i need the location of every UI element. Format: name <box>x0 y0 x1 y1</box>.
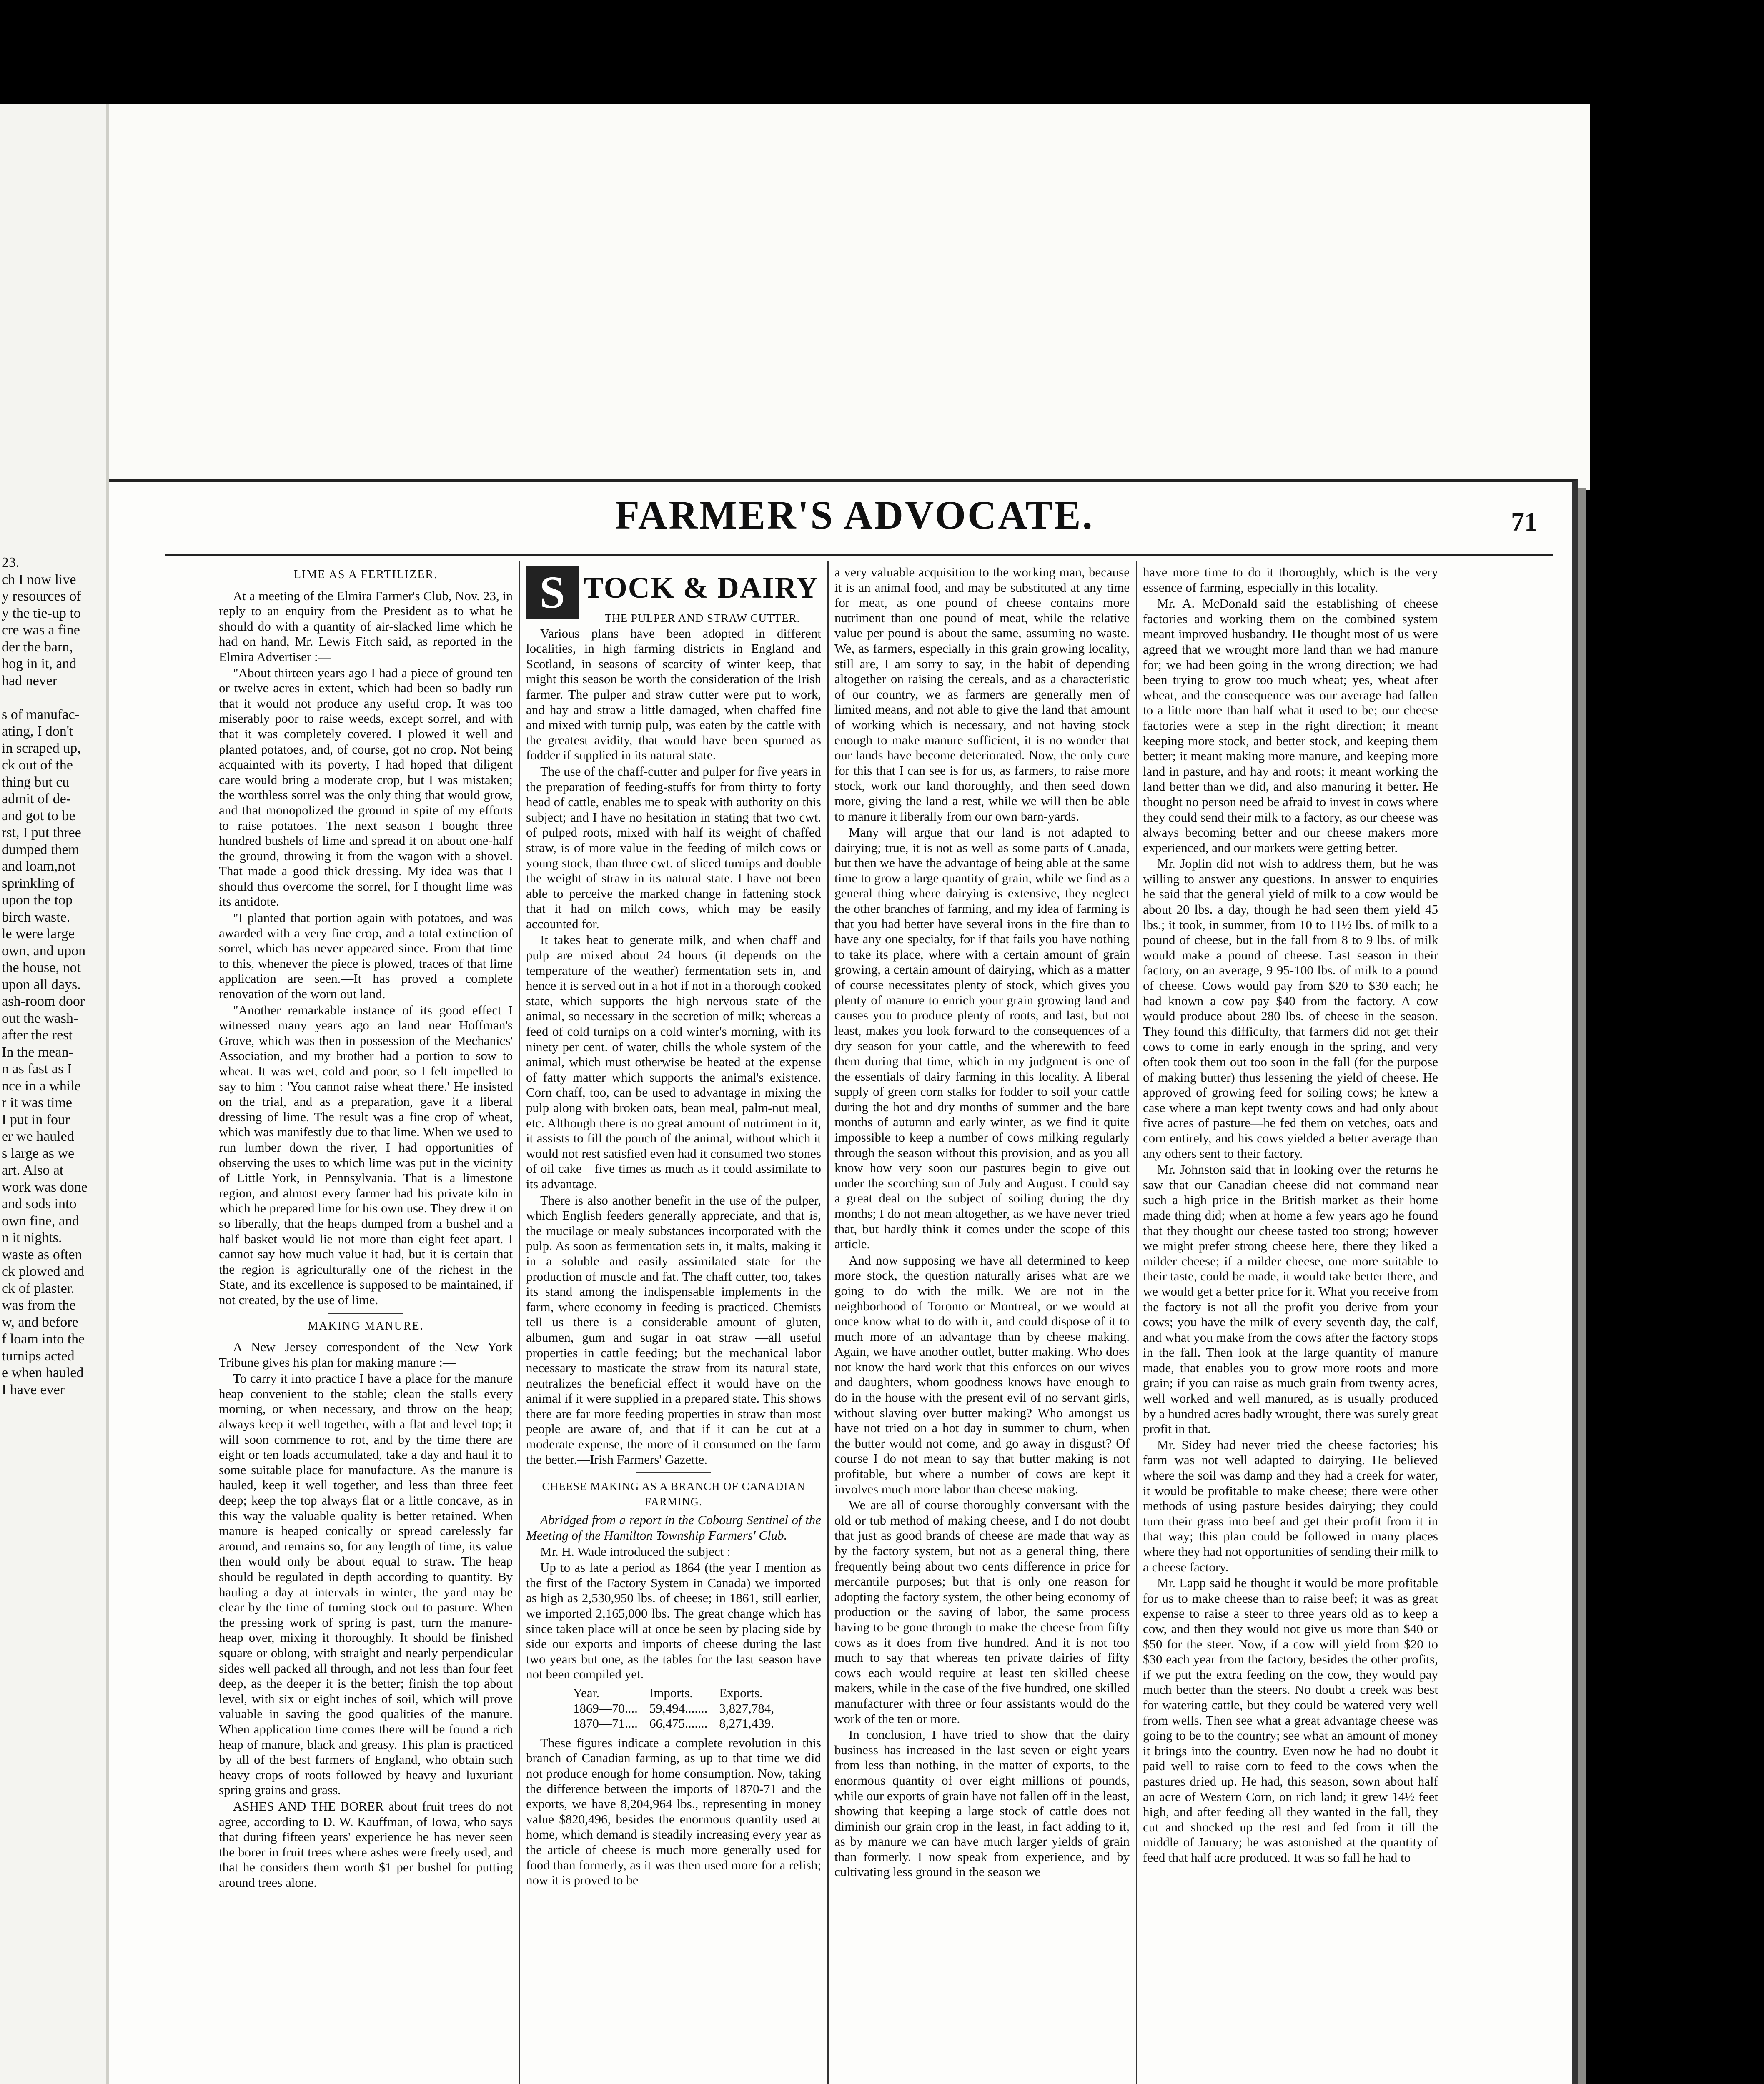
paragraph: At a meeting of the Elmira Farmer's Club, Nov. 23, in reply to an enquiry from the President as to what he should do with a quantity of air-slacked lime which he had on hand, Mr. Lewis Fitch said, as reported in the Elmira Advertiser :— <box>219 588 513 664</box>
section-title-text: TOCK & DAIRY <box>584 571 819 604</box>
column-rule-2 <box>827 561 829 2084</box>
table-header-row <box>567 1686 780 1701</box>
table-header-cell: Imports. <box>649 1685 693 1700</box>
paragraph: These figures indicate a complete revolution in this branch of Canadian farming, as up to that time we did not produce enough for home consumption. Now, taking the difference between the imports of 1870-71 and the exports, we have 8,204,964 lbs., representing in money value $820,496, besides the enormous quantity used at home, which demand is steadily increasing every year as the article of cheese is much more generally used for food than formerly, as it was then used more for a relish; now it is proved to be <box>526 1735 821 1888</box>
paragraph: Mr. A. McDonald said the establishing of cheese factories and working them on the combined system meant improved husbandry. He thought most of us were agreed that we wrought more land than we had manure for; we had been going in the wrong direction; we had been trying to grow too much wheat; yes, wheat after wheat, and the consequence was our average had fallen to a little more than half what it used to be; our cheese factories were a step in the right direction; it meant keeping more stock, and better stock, and keeping them better; it meant making more manure, and keeping more land in pasture, and hay and roots; it meant working the land better than we did, and also manuring it better. He thought no person need be afraid to invest in cows where they could send their milk to a factory, as our cheese was always becoming better and our cheese makers more experienced, and our markets were getting better. <box>1143 596 1438 855</box>
paragraph: It takes heat to generate milk, and when chaff and pulp are mixed about 24 hours (it depends on the temperature of the weather) fermentation sets in, and hence it is served out in a hot if not in a thorough cooked state, which supports the high nervous state of the animal, so necessary in the secretion of milk; whereas a feed of cold turnips on a cold winter's morning, with its ninety per cent. of water, chills the whole system of the animal, which must otherwise be heated at the expense of fatty matter which supports the animal's existence. Corn chaff, too, can be used to advantage in mixing the pulp along with broken oats, bean meal, palm-nut meal, etc. Although there is no great amount of nutriment in it, it assists to fill the pouch of the animal, without which it would not rest satisfied even had it consumed two stones of oil cake—five times as much as it could assimilate to its advantage. <box>526 932 821 1191</box>
paragraph: Up to as late a period as 1864 (the year I mention as the first of the Factory System in Canada) we imported as high as 2,530,950 lbs. of cheese; in 1861, still earlier, we imported 2,165,000 lbs. The great change which has since taken place will at once be seen by placing side by side our exports and imports of cheese during the last two years but one, as the tables for the last season have not been compiled yet. <box>526 1560 821 1682</box>
column-4 <box>1143 565 1438 1866</box>
article-cheese-body <box>526 1544 821 1888</box>
paragraph: "I planted that portion again with potatoes, and was awarded with a very fine crop, and a total extinction of sorrel, which has never appeared since. From that time to this, whenever the piece is plowed, traces of that lime application are seen.—It has proved a complete renovation of the worn out land. <box>219 910 513 1002</box>
paragraph: Various plans have been adopted in different localities, in high farming districts in England and Scotland, in seasons of scarcity of winter keep, that might this season be worth the consideration of the Irish farmer. The pulper and straw cutter were put to work, and hay and straw a little damaged, when chaffed fine and mixed with turnip pulp, was eaten by the cattle with the greatest avidity, that would have been spurned as fodder if supplied in its natural state. <box>526 626 821 763</box>
paragraph: To carry it into practice I have a place for the manure heap convenient to the stable; clean the stalls every morning, or when necessary, and throw on the heap; always keep it well together, with a flat and level top; it will soon commence to rot, and by the time there are eight or ten loads accumulated, take a day and haul it to some suitable place for manufacture. As the manure is hauled, keep it well together, and less than three feet deep; keep the top always flat or a little concave, as in this way the valuable quality is better retained. When manure is heaped conically or spread carelessly far around, and remains so, for any length of time, its value then would only be about equal to straw. The heap should be regulated in depth according to quantity. By hauling a day at intervals in winter, the yard may be clear by the time of turning stock out to pasture. When the pressing work of spring is past, turn the manure-heap over, mixing it thoroughly. It should be finished square or oblong, with straight and nearly perpendicular sides well packed all through, and not less than four feet deep, as the deeper it is the better; finish the top about level, with six or eight inches of soil, which will prove valuable in saving the good qualities of the manure. When application time comes there will be found a rich heap of manure, black and greasy. This plan is practiced by all of the best farmers of England, who obtain such heavy crops of roots followed by heavy and luxuriant spring grains and grass. <box>219 1371 513 1798</box>
facing-page-fragment <box>106 104 1590 490</box>
paragraph: Mr. Sidey had never tried the cheese factories; his farm was not well adapted to dairying. He believed where the soil was damp and they had a creek for water, it would be profitable to make cheese; there were other methods of using pasture besides dairying; they could turn their grass into beef and get their profit from it in that way; this plan could be followed in many places where they had not opportunities of sending their milk to a cheese factory. <box>1143 1437 1438 1574</box>
article-heading-manure: MAKING MANURE. <box>308 1319 424 1333</box>
paragraph: Mr. Joplin did not wish to address them, but he was willing to answer any questions. In answer to enquiries he said that the general yield of milk to a cow would be about 20 lbs. a day, though he had seen them yield 45 lbs.; it took, in summer, from 10 to 11½ lbs. of milk to a pound of cheese, but in the fall from 8 to 9 lbs. of milk would make a pound of cheese. Last season in their factory, on an average, 9 95-100 lbs. of milk to a pound of cheese. Cows would pay from $20 to $30 each; he had known a cow pay $40 from the factory. A cow would produce about 280 lbs. of cheese in the season. They found this difficulty, that farmers did not get their cows to come in early enough in the spring, and very often took them out too soon in the fall (for the purpose of making butter) thus lessening the yield of cheese. He approved of growing feed for soiling cows; he knew a case where a man kept twenty cows and had only about five acres of pasture—he fed them on vetches, oats and corn entirely, and his cows yielded a better average than any others sent to their factory. <box>1143 856 1438 1161</box>
table-header-cell: Exports. <box>719 1685 763 1700</box>
section-title-stock-dairy <box>526 565 821 626</box>
paragraph: Many will argue that our land is not adapted to dairying; true, it is not as well as some parts of Canada, but then we have the advantage of being able at the same time to grow a large quantity of grain, while we find as a general thing where dairying is extensive, they neglect the other branches of farming, and my idea of farming is that you had better have several irons in the fire than to have any one specialty, for if that fails you have nothing to take its place, where with a certain amount of grain growing, a certain amount of dairying, which as a matter of course necessitates plenty of stock, which gives you plenty of manure to enrich your grain growing land and causes you to produce plenty of roots, and last, but not least, makes you look forward to the consequences of a dry season for your cattle, and the wherewith to feed them during that time, which in my judgment is one of the essentials of dairy farming in this locality. A liberal supply of green corn stalks for fodder to soil your cattle during the hot and dry months of summer and the bare months of autumn and early winter, as we find it quite impossible to keep a number of cows milking regularly through the season without this provision, and as you all know how very soon our pastures begin to give out under the scorching sun of July and August. I could say a great deal on the subject of soiling during the dry months; I do not mean altogether, as we have never tried that, but hardly think it comes under the scope of this article. <box>834 825 1130 1252</box>
article-heading-lime: LIME AS A FERTILIZER. <box>293 568 438 581</box>
article-heading-cheese: CHEESE MAKING AS A BRANCH OF CANADIAN FARMING. <box>542 1480 805 1508</box>
column-rule-3 <box>1136 561 1137 2084</box>
paragraph: Mr. H. Wade introduced the subject : <box>540 1544 731 1559</box>
table-cell: 1870—71.... <box>573 1716 638 1731</box>
paragraph: "Another remarkable instance of its good effect I witnessed many years ago an land near Hoffman's Grove, which was then in possession of the Mechanics' Association, and my brother had a portion to sow to wheat. It was wet, cold and poor, so I felt impelled to say to him : 'You cannot raise wheat there.' He insisted on the trial, and as a preparation, gave it a liberal dressing of lime. The result was a fine crop of wheat, which was manifestly due to that lime. When we used to run lumber down the river, I had opportunities of observing the uses to which lime was put in the vicinity of Little York, in Pennsylvania. That is a limestone region, and almost every farmer had his private kiln in which he prepared lime for his own use. They drew it on so liberally, that the heaps dumped from a bushel and a half basket would lie not more than eight feet apart. I cannot say how much value it had, but it is certain that the region is agriculturally one of the richest in the State, and its excellence is supposed to be maintained, if not created, by the use of lime. <box>219 1002 513 1307</box>
article-lime-body <box>219 589 513 1308</box>
paragraph: have more time to do it thoroughly, which is the very essence of farming, especially in this locality. <box>1143 565 1438 595</box>
table-cell: 8,271,439. <box>719 1716 774 1731</box>
paragraph: "About thirteen years ago I had a piece of ground ten or twelve acres in extent, which had been so badly run that it would not produce any useful crop. It was too miserably poor to raise weeds, except sorrel, and with that it was completely covered. I plowed it well and planted potatoes, and, of course, got no crop. Not being acquainted with its poverty, I had hoped that diligent care would bring a moderate crop, but I was mistaken; the worthless sorrel was the only thing that would grow, and that monopolized the ground in spite of my efforts to raise potatoes. The next season I bought three hundred bushels of lime and spread it on about one-half the ground, throwing it from the wagon with a shovel. That made a good thick dressing. My idea was that I should thus overcome the sorrel, for I thought lime was its antidote. <box>219 665 513 909</box>
paragraph: Mr. Johnston said that in looking over the returns he saw that our Canadian cheese did not command near such a high price in the British market as their home made thing did; when at home a few years ago he found that they thought our cheese tasted too strong; however we might prefer strong cheese here, there they liked a milder cheese; if a milder cheese, one more suitable to their taste, could be made, it would take better there, and we would get a better price for it. What you receive from the factory is not all the profit you derive from your cows; you have the milk of every seventh day, the calf, and what you make from the cows after the factory stops in the fall. Then look at the large quantity of manure made, that enables you to grow more roots and more grain; if you can raise as much grain from twenty acres, well worked and well manured, as is usually produced by a hundred acres badly wrought, there was surely great profit in that. <box>1143 1162 1438 1436</box>
table-row <box>567 1701 780 1716</box>
table-cell: 1869—70.... <box>573 1701 638 1716</box>
separator <box>636 1472 711 1473</box>
paragraph: A New Jersey correspondent of the New York Tribune gives his plan for making manure :— <box>219 1340 513 1370</box>
left-page-text-fragment: 23. ch I now live y resources of y the tie-up to cre was a fine der the barn, hog in it, and had never s of manufac- ating, I don't in scraped up, ck out of the thing but cu admit of de- and got to be rst, I put three dumped them and loam,not sprinkling of upon the top birch waste. le were large own, and upon the house, not upon all days. ash-room door out the wash- after the rest In the mean- n as fast as I nce in a while r it was time I put in four er we hauled s large as we art. Also at work was done and sods into own fine, and n it nights. waste as often ck plowed and ck of plaster. was from the w, and before f loam into the turnips acted e when hauled I have ever <box>2 555 88 1398</box>
table-row <box>567 1716 780 1731</box>
paragraph: There is also another benefit in the use of the pulper, which English feeders generally appreciate, and that is, the mucilage or mealy substances incorporated with the pulp. As soon as fermentation sets in, it malts, making it in a soluble and easily assimilated state for the production of muscle and fat. The chaff cutter, too, takes its stand among the indispensable implements in the farm, where economy in feeding is practiced. Chemists tell us there is a considerable amount of gluten, albumen, gum and sugar in oat straw —all useful properties in cattle feeding; but the mechanical labor necessary to masticate the straw from its natural state, neutralizes the beneficial effect it would have on the animal if it were supplied in a prepared state. This shows there are far more feeding properties in straw than most people are aware of, and that if it can be cut at a moderate expense, the more of it consumed on the farm the better.—Irish Farmers' Gazette. <box>526 1192 821 1467</box>
paragraph: a very valuable acquisition to the working man, because it is an animal food, and may be substituted at any time for meat, as one pound of cheese contains more nutriment than one pound of meat, while the relative value per pound is about the same, assuming no waste. We, as farmers, especially in this grain growing locality, still are, I am sorry to say, in the habit of depending altogether on raising the cereals, and as a characteristic of our country, we as farmers are generally men of limited means, and not able to give the land that amount of working which is necessary, and not having stock enough to make manure sufficient, it is no wonder that our lands have become deteriorated. Now, the only cure for this that I can see is for us, as farmers, to raise more stock, work our land thoroughly, and then seed down more, giving the land a rest, while we will then be able to manure it liberally from our own barn-yards. <box>834 565 1130 824</box>
article-heading-pulper: THE PULPER AND STRAW CUTTER. <box>604 612 800 624</box>
article-pulper-body <box>526 626 821 1468</box>
page-spine <box>106 104 109 2084</box>
table-cell: 66,475....... <box>649 1716 708 1731</box>
masthead-rule <box>165 554 1553 556</box>
separator <box>328 1313 403 1314</box>
paragraph: The use of the chaff-cutter and pulper for five years in the preparation of feeding-stuffs for from thirty to forty head of cattle, enables me to speak with authority on this subject; and I have no hesitation in stating that two cwt. of pulped roots, mixed with half its weight of chaffed straw, is of more value in the feeding of milch cows or young stock, than three cwt. of sliced turnips and double the weight of straw in its natural state. I have not been able to perceive the marked change in fattening stock that it had on milch cows, which may be easily accounted for. <box>526 764 821 931</box>
drop-cap: S <box>526 566 579 619</box>
column-rule-1 <box>519 561 520 2084</box>
table-cell: 3,827,784, <box>719 1701 774 1716</box>
paragraph: Mr. Lapp said he thought it would be more profitable for us to make cheese than to raise beef; it was as great expense to raise a steer to three years old as to keep a cow, and then they would not give us more than $40 or $50 for the steer. Now, if a cow will yield from $20 to $30 each year from the factory, besides the other profits, if we put the extra feeding on the cow, they would pay much better than the steers. No doubt a creek was best for watering cattle, but they could be watered very well from wells. Then see what a great advantage cheese was going to be to the country; see what an amount of money it brings into the country. Even now he had no doubt it paid well to raise corn to feed to the cows when the pastures dried up. He had, this season, sown about half an acre of Western Corn, on rich land; it grew 14½ feet high, and after feeding all they wanted in the fall, they cut and shocked up the rest and fed from it till the middle of January; he was astonished at the quantity of feed that half acre produced. It was so fall he had to <box>1143 1576 1438 1865</box>
paragraph: ASHES AND THE BORER about fruit trees do not agree, according to D. W. Kauffman, of Iowa, who says that during fifteen years' experience he has never seen the borer in fruit trees where ashes were freely used, and that he considers them worth $1 per bushel for putting around trees alone. <box>219 1798 513 1890</box>
paragraph: In conclusion, I have tried to show that the dairy business has increased in the last seven or eight years from less than nothing, in the matter of exports, to the enormous quantity of over eight millions of pounds, while our exports of grain have not fallen off in the least, showing that keeping a large stock of cattle does not diminish our grain crop in the least, in fact adding to it, as by manure we can have much larger yields of grain than formerly. I now speak from experience, and by cultivating less ground in the season we <box>834 1727 1130 1879</box>
article-manure-body <box>219 1340 513 1890</box>
table-header-cell: Year. <box>573 1685 600 1700</box>
page-edge-shadow <box>1578 488 1586 2084</box>
cheese-trade-table <box>567 1686 780 1731</box>
masthead-title: FARMER'S ADVOCATE. <box>615 493 1094 537</box>
column-1 <box>219 565 513 1891</box>
column-3 <box>834 565 1130 1881</box>
table-cell: 59,494....... <box>649 1701 708 1716</box>
article-source-note: Abridged from a report in the Cobourg Sentinel of the Meeting of the Hamilton Township Farmers' Club. <box>526 1513 821 1543</box>
paragraph: We are all of course thoroughly conversant with the old or tub method of making cheese, and I do not doubt that just as good brands of cheese are made that way as by the factory system, but not as a general thing, there frequently being about two cents difference in price for mercantile purposes; but that is only one reason for adopting the factory system, the other being economy of production or the saving of labor, the same process having to be gone through to make the cheese from fifty cows as it does from five hundred. And it is not too much to say that whereas ten private dairies of fifty cows each would require at least ten skilled cheese makers, while in the case of the five hundred, one skilled manufacturer with three or four assistants would do the work of the ten or more. <box>834 1498 1130 1726</box>
page-number: 71 <box>1511 507 1538 536</box>
column-2 <box>526 565 821 1889</box>
paragraph: And now supposing we have all determined to keep more stock, the question naturally arises what are we going to do with the milk. We are not in the neighborhood of Toronto or Montreal, or we would at once know what to do with it, and could dispose of it to much more of an advantage than by cheese making. Again, we have another outlet, butter making. Who does not know the hard work that this enforces on our wives and daughters, whom goodness knows have enough to do in the house with the present evil of no servant girls, without slaving over butter making? Who amongst us have not tried on a hot day in summer to churn, when the butter would not come, and go away in disgust? Of course I do not mean to say that butter making is not profitable, but where a number of cows are kept it involves much more labor than cheese making. <box>834 1252 1130 1496</box>
